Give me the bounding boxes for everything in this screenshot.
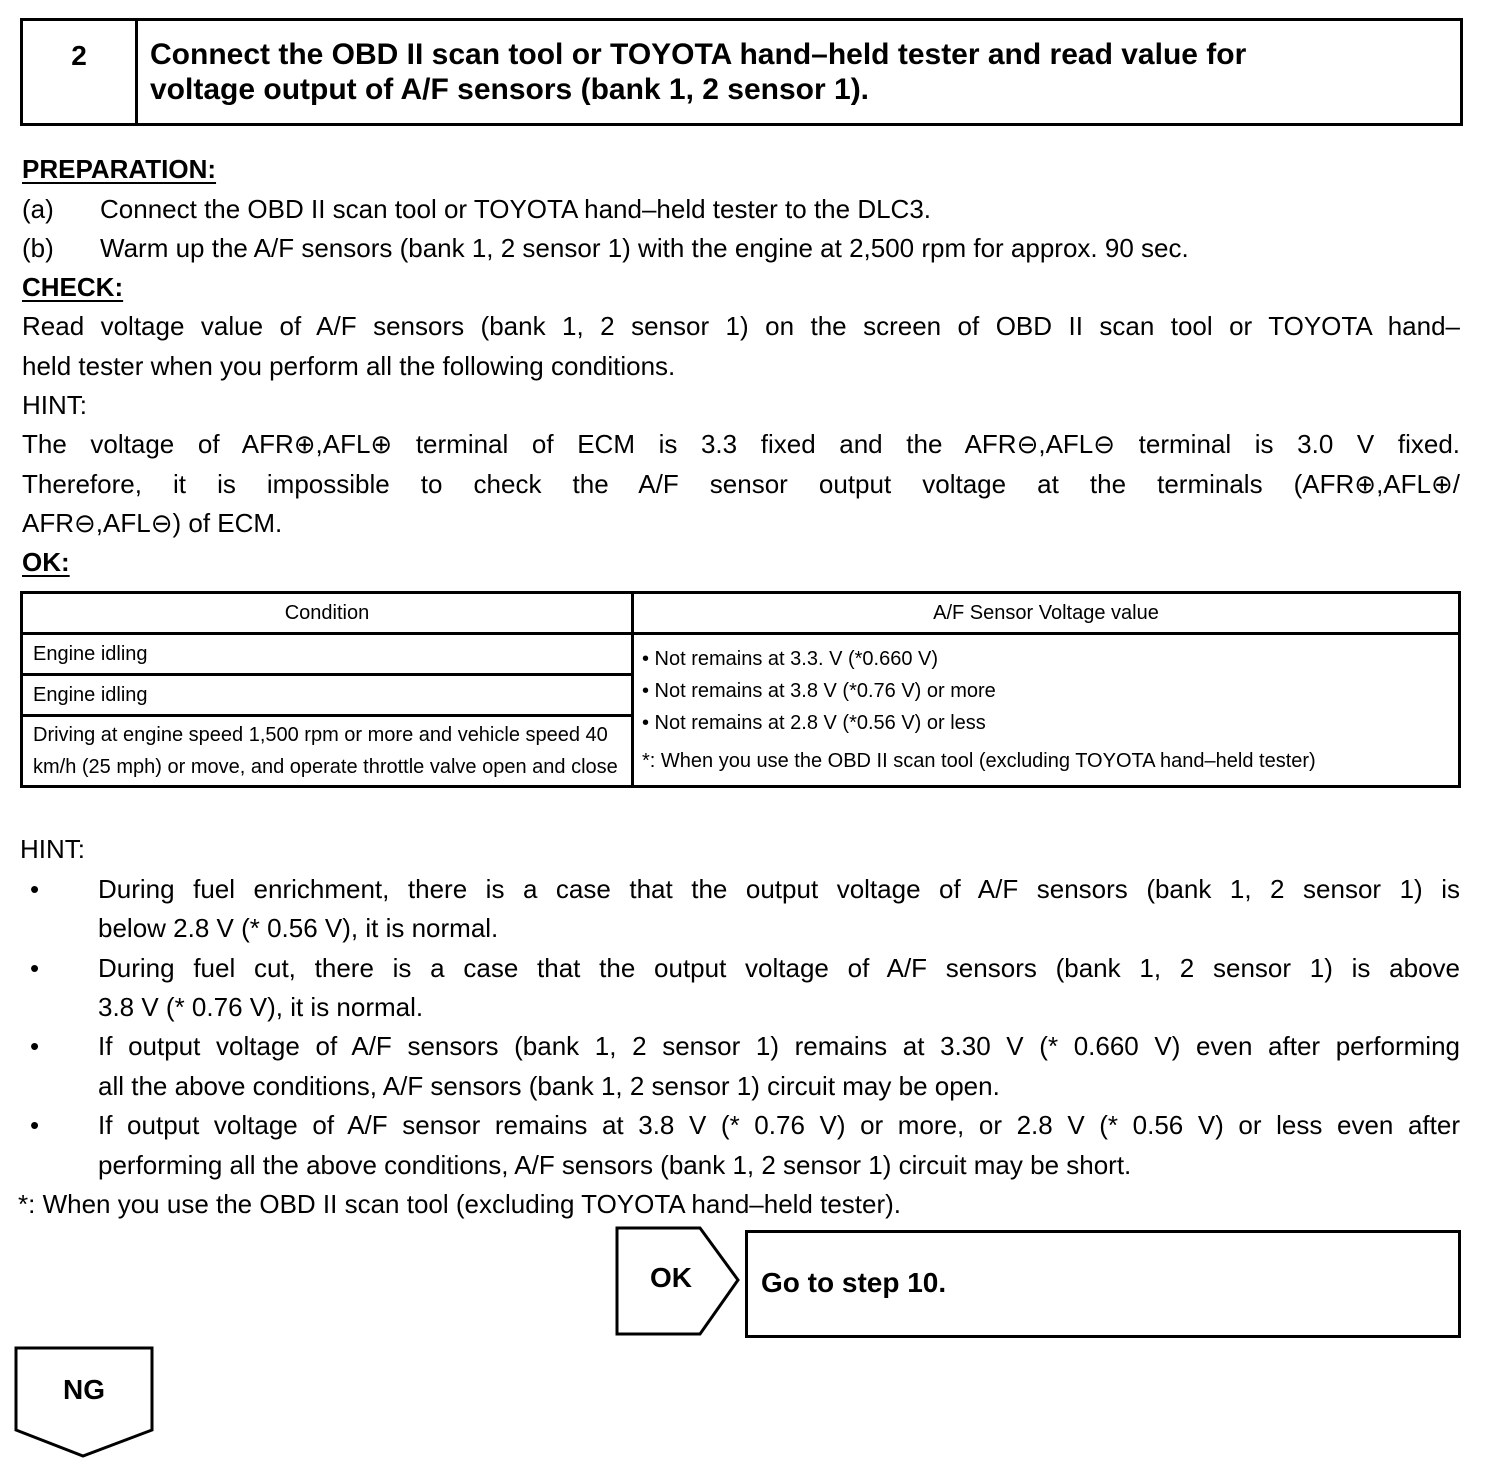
hint-bullet-line: below 2.8 V (* 0.56 V), it is normal. — [98, 913, 499, 943]
ok-button[interactable] — [615, 1226, 745, 1338]
step-header — [20, 18, 1463, 126]
condition-cell: Driving at engine speed 1,500 rpm or more and vehicle speed 40 km/h (25 mph) or move, and operate throttle valve open and close — [22, 716, 633, 787]
condition-cell: Engine idling — [22, 675, 633, 716]
go-to-step-label: Go to step 10. — [761, 1267, 947, 1298]
ng-button-label: NG — [63, 1374, 105, 1405]
ok-button-label: OK — [650, 1262, 692, 1293]
bullet-icon: • — [30, 1110, 40, 1140]
check-text-line: held tester when you perform all the following conditions. — [22, 351, 676, 381]
bullet-icon: • — [30, 1031, 40, 1061]
ok-label: OK: — [22, 547, 70, 577]
voltage-value: • Not remains at 3.3. V (*0.660 V) — [642, 648, 939, 670]
hint-text-line: AFR⊖,AFL⊖) of ECM. — [22, 508, 283, 538]
hint-bullet-line: all the above conditions, A/F sensors (bank 1, 2 sensor 1) circuit may be open. — [98, 1071, 1000, 1101]
hint-bullet-line: 3.8 V (* 0.76 V), it is normal. — [98, 992, 424, 1022]
table-header-condition: Condition — [22, 593, 633, 634]
go-to-step-box[interactable] — [745, 1230, 1461, 1338]
conditions-table — [20, 591, 1461, 788]
voltage-cell — [633, 634, 1460, 787]
check-label: CHECK: — [22, 272, 124, 302]
hint-bullet-line: During fuel cut, there is a case that the output voltage of A/F sensors (bank 1, 2 sensor 1) is above — [98, 953, 1460, 983]
check-text-line: Read voltage value of A/F sensors (bank 1, 2 sensor 1) on the screen of OBD II scan tool or TOYOTA hand– — [22, 311, 1460, 341]
voltage-note: *: When you use the OBD II scan tool (excluding TOYOTA hand–held tester) — [642, 750, 1316, 772]
preparation-label: PREPARATION: — [22, 154, 217, 184]
hint-bullet-line: If output voltage of A/F sensors (bank 1, 2 sensor 1) remains at 3.30 V (* 0.660 V) even after performing — [98, 1031, 1460, 1061]
ng-button[interactable] — [13, 1346, 155, 1460]
condition-cell: Engine idling — [22, 634, 633, 675]
voltage-value: • Not remains at 2.8 V (*0.56 V) or less — [642, 712, 986, 734]
bullet-icon: • — [30, 953, 40, 983]
bullet-icon: • — [30, 874, 40, 904]
step-title-line: Connect the OBD II scan tool or TOYOTA hand–held tester and read value for — [150, 38, 1247, 71]
hint-bullet-line: If output voltage of A/F sensor remains at 3.8 V (* 0.76 V) or more, or 2.8 V (* 0.56 V) or less even after — [98, 1110, 1460, 1140]
voltage-value: • Not remains at 3.8 V (*0.76 V) or more — [642, 680, 996, 702]
table-row — [22, 634, 1460, 675]
prep-item-b: Warm up the A/F sensors (bank 1, 2 sensor 1) with the engine at 2,500 rpm for approx. 90 sec. — [100, 233, 1189, 263]
step-number: 2 — [23, 21, 138, 123]
hint-label: HINT: — [22, 390, 87, 420]
table-header-voltage: A/F Sensor Voltage value — [633, 593, 1460, 634]
footnote: *: When you use the OBD II scan tool (excluding TOYOTA hand–held tester). — [18, 1189, 902, 1219]
hint-bullet-line: During fuel enrichment, there is a case that the output voltage of A/F sensors (bank 1, 2 sensor 1) is — [98, 874, 1460, 904]
hint-text-line: The voltage of AFR⊕,AFL⊕ terminal of ECM is 3.3 fixed and the AFR⊖,AFL⊖ terminal is 3.0 V fixed. — [22, 429, 1460, 459]
hint-text-line: Therefore, it is impossible to check the A/F sensor output voltage at the terminals (AFR⊕,AFL⊕/ — [22, 469, 1460, 499]
prep-marker-a: (a) — [22, 194, 54, 224]
hint-bullet-line: performing all the above conditions, A/F sensors (bank 1, 2 sensor 1) circuit may be short. — [98, 1150, 1132, 1180]
step-title-line: voltage output of A/F sensors (bank 1, 2 sensor 1). — [150, 73, 870, 106]
prep-item-a: Connect the OBD II scan tool or TOYOTA hand–held tester to the DLC3. — [100, 194, 932, 224]
hint2-label: HINT: — [20, 834, 85, 864]
prep-marker-b: (b) — [22, 233, 54, 263]
step-title — [150, 37, 1246, 107]
